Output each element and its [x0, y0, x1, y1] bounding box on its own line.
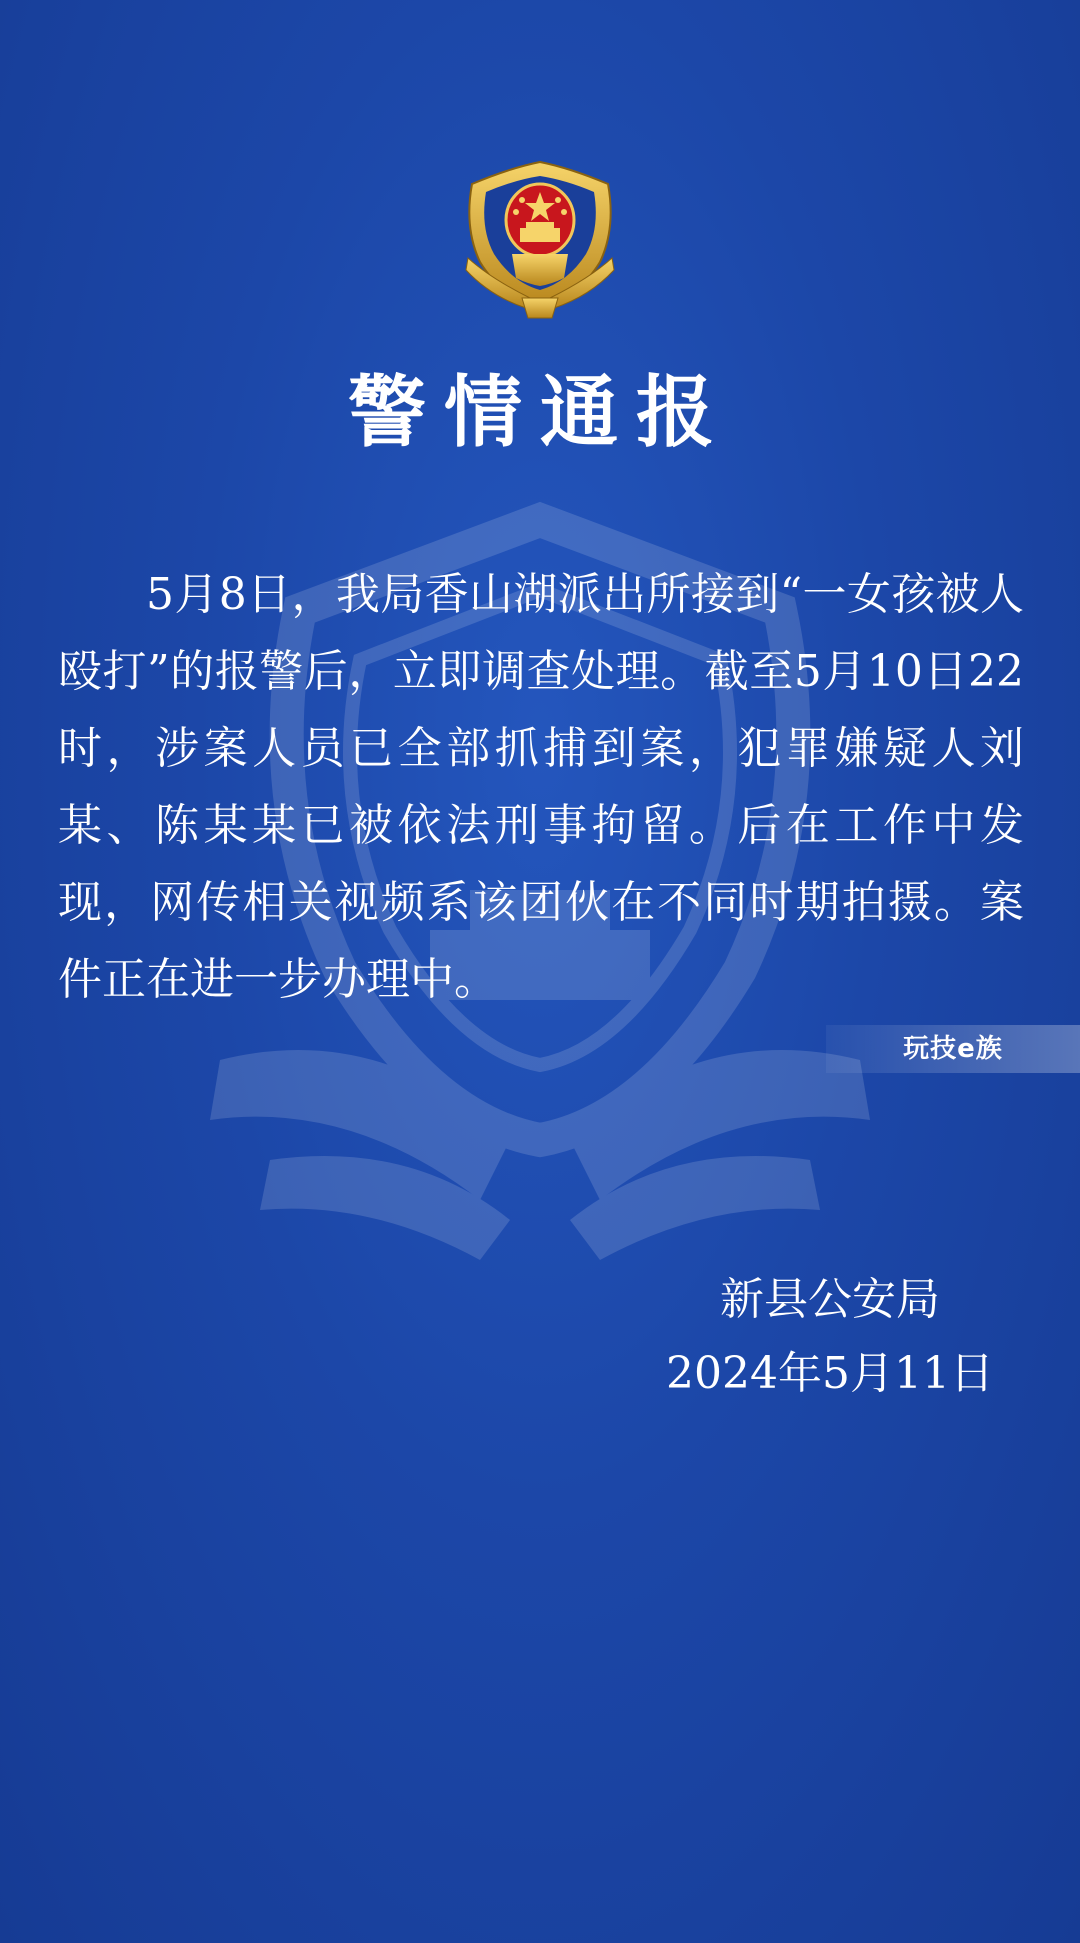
notice-title: 警情通报	[347, 367, 732, 458]
notice-body: 5月8日，我局香山湖派出所接到“一女孩被人殴打”的报警后，立即调查处理。截至5月10日22时，涉案人员已全部抓捕到案，犯罪嫌疑人刘某、陈某某已被依法刑事拘留。后在工作中发现，网传相关视频系该团伙在不同时期拍摄。案件正在进一步办理中。	[58, 569, 1024, 1005]
watermark-label: 玩技e族	[826, 1025, 1080, 1073]
police-emblem-icon	[460, 158, 620, 323]
issue-date: 2024年5月11日	[666, 1348, 994, 1399]
issuer-name: 新县公安局	[720, 1274, 940, 1325]
